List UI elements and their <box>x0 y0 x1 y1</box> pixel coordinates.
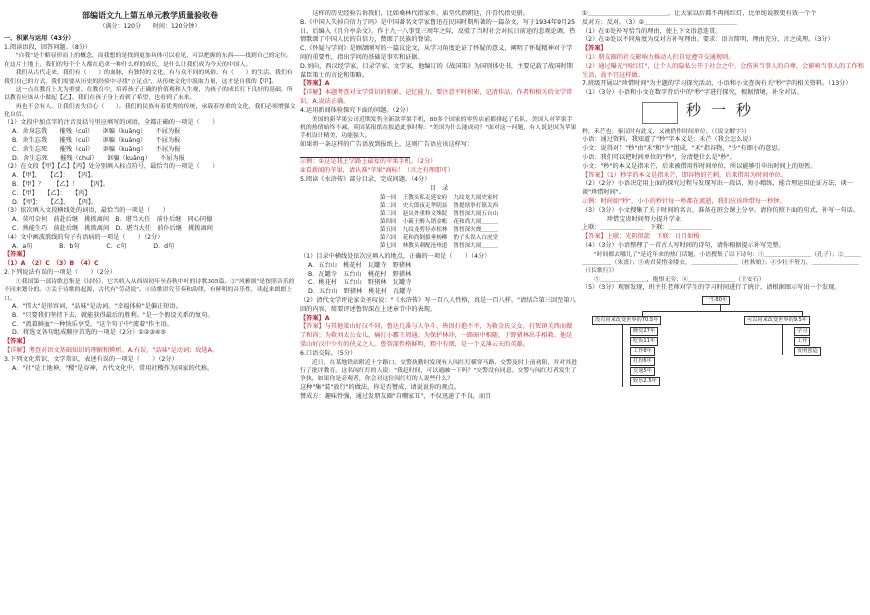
dialog-line: 小语：我们可以把时间单位的"秒"，分清楚什么是"秒"。 <box>582 153 736 161</box>
passage-paragraph: 美国的新苹果公司近期发售全新款苹果手机，80多个国家的零售店前都排起了长队，美国人对苹果手机的热情始终不减。英国某报纸在报道此事时称："美国为什么能成功？"面对这一问题，有人说是因为苹果手机设计精美、功能强大。 <box>300 116 577 140</box>
calligraphy-char: 秒 <box>736 100 752 119</box>
tree-leaf: 交通5年 <box>630 367 655 376</box>
toc-cell: 花和尚倒拔垂杨柳 <box>402 235 448 242</box>
calligraphy-image <box>642 100 866 126</box>
options-row <box>4 243 296 252</box>
toc-cell: 王教头私走延安府 <box>402 195 448 202</box>
poem-paragraph: ⑤＿＿＿＿＿＿＿＿，抱恨无穷；⑥＿＿＿＿＿＿＿＿（王安石） <box>582 276 765 283</box>
option: C．c句 <box>106 242 127 250</box>
question-5b: （2）清代文学评论家金圣叹说："《水浒传》写一百八人性格，真是一百八样。"请结合第三回至第八回的内容，简要评述鲁智深在上述章节中的表现。 <box>300 297 576 313</box>
option: C．【甲】 【乙】： 【丙】 <box>12 189 91 197</box>
couplet-line: 上联：＿＿＿＿＿＿＿ 下联：＿＿＿＿＿＿＿ <box>582 224 712 232</box>
toc-cell: 第七回 <box>379 243 397 250</box>
tree-leaf: 发明创造 <box>794 347 821 356</box>
toc-cell: 第一回 <box>379 195 397 202</box>
toc-heading: 目 录 <box>429 184 449 192</box>
toc-cell: 小霸王醉入销金帐 <box>402 219 448 226</box>
toc-cell: 花和尚大闹＿＿＿ <box>453 219 499 226</box>
option: D．将选文各句组成顺序首选的一项是（2分）①②③④⑤ <box>12 329 166 337</box>
question-5a: （1）目录中横线处依次应填入的地点，正确的一项是（ ）（4分） <box>300 253 491 261</box>
toc-cell: 林教头刺配沧州道 <box>402 243 448 250</box>
question-6d: （2）在②处以不同角度为反对方补写理由。要求：语言简明，理由充分，言之成理。（3分） <box>582 36 834 44</box>
tree-leaf: 学习 <box>794 327 810 336</box>
tree-right-title: 可以用来改变世界的9.5年 <box>744 316 810 325</box>
answer-label: 【答案】 <box>4 251 29 259</box>
poster-heading: 珍惜宝贵时间努力提升学业 <box>582 215 681 223</box>
answer-text: 示例：时间如"秒"，小小的秒针每一秒都在流逝，我们应该珍惜每一秒钟。 <box>582 197 786 205</box>
exam-subtitle: （满分：120分 时间：120分钟） <box>99 23 201 31</box>
option: C．桃花村 五台山 野猪林 瓦罐寺 <box>308 279 412 287</box>
poem-paragraph: "时间都去哪儿了"是近年来的热门话题，小语搜集了以下诗句：①＿＿＿＿＿＿＿＿（孔子）；②＿＿＿＿＿＿＿＿（朱熹）；③劝君莫惜金缕衣，＿＿＿＿＿＿＿＿（杜秋娘）；④少壮不努力，＿＿＿＿＿＿＿＿（《长歌行》） <box>582 251 862 275</box>
toc-cell: 鲁智深火烧＿＿＿ <box>453 227 499 234</box>
question-1c: （3）依次填入文段横线处的词语，最恰当的一项是（ ） <box>4 207 169 215</box>
question-5: 5.阅读《水浒传》部分目录，完成问题。（4分） <box>300 175 431 183</box>
option: B．b句 <box>59 242 80 250</box>
option: A．【甲】， 【乙】： 【丙】。 <box>12 172 97 180</box>
answer-label: 【答案】A <box>300 80 330 88</box>
option: B．【甲】？ 【乙】！ 【丙】。 <box>12 181 110 189</box>
seal-script-glyph <box>642 102 678 124</box>
option: A．"社"是土地神，"稷"是谷神，古代文化中，常用社稷作为国家的代称。 <box>12 364 214 372</box>
answer-text: 【答案】上联：光阴似箭 下联：日月如梭 <box>582 233 700 241</box>
answer-explanation: 【答案】与其他梁山好汉不同，鲁达几番与人争斗，皆因打抱不平，为救金氏父女，打死镇关西而做了和尚；为救刘太公女儿，痛打小霸王周通；为保护林冲，一路暗中相随，于野猪林出手相救。他是梁山好汉中少有的侠义之人。鲁智深性格鲜明，粗中有细，是一个义薄云天的英雄。 <box>300 323 573 348</box>
option-paragraph: C.《怀疑与学问》是顾颉刚写的一篇议论文，从学习角度论证了怀疑的意义，阐明了怀疑精神对于学问的重要性，指出学问的基础是事实和证据。 <box>300 45 573 61</box>
answer-label: 【答案】 <box>582 45 607 53</box>
passage-paragraph: 近日，在某地铁站附近十字路口，交警执勤时发现有人闯红灯横穿马路，交警及时上前劝阻，并对其进行了批评教育。这名闯红灯的人说："我赶时间，可以通融一下吗？"交警没有同意。交警与闯红灯者发生了争执，如果你是旁观者，你会对这位闯红灯的人说些什么？ <box>300 359 577 383</box>
option: B．瓦罐寺 五台山 桃花村 野猪林 <box>308 270 412 278</box>
calligraphy-char: 秒 <box>686 100 702 119</box>
question-1d: （4）文中画波浪线的句子有语病的一项是（ ）（2分） <box>4 233 164 241</box>
option: A．舍身忘我 摧残（cuī） 诓骗（kuāng） 不屈为报 <box>12 128 181 136</box>
column-left <box>4 10 296 610</box>
passage-paragraph: 再也不会有人，让我们丧失信心（ ）。我们的民族有着优秀的传统，承载着厚重的文化，我们必须增强文化自信。 <box>4 103 296 119</box>
question-4a <box>300 141 578 159</box>
calligraphy-char: 一 <box>711 100 727 119</box>
connector <box>782 325 783 355</box>
tree-leaf: 吃饭11年 <box>630 337 658 346</box>
toc-cell: 第二回 <box>379 203 397 210</box>
answer-text: （2）通过曝光"闯红灯"，让个人的隐私公开于社会之中，会伤害当事人的自尊，会影响当事人的工作和生活，故不宜这样做。 <box>582 62 864 79</box>
toc-row <box>377 235 501 243</box>
passage-paragraph: ①我国第一部诗歌总集是《诗经》，它共收入从西周初年至春秋中叶的诗歌305篇。②"风雅颂"是按照音乐的不同来划分的。③关于诗歌的起源，古代有"劳动说"。④诗歌讲究节奏和韵律，有鲜明的音乐性，读起来朗朗上口。 <box>4 278 295 302</box>
question-7a: （1）（3分）小语和小文在数字背后中的"秒"字进行探究，根据情境，补全对话。 <box>582 89 803 97</box>
answer-label: 【答案】A <box>300 314 330 322</box>
answer-explanation: 【详解】考查对语文基础知识的理解和辨析。A.有误，"品味"是动词；故选A。 <box>4 346 219 354</box>
question-6: 6.口语交际。（5分） <box>300 349 357 357</box>
tree-leaf: 工作 <box>794 337 810 346</box>
answer-text: （1）朋友圈的社交影响力推动人们自觉遵守交通规则。 <box>582 53 735 61</box>
toc-cell: 史大郎夜走华阴县 <box>402 203 448 210</box>
connector <box>642 311 802 312</box>
question-1b: （2）在文段【甲】【乙】【丙】处分别填入标点符号，最恰当的一项是（ ） <box>4 163 219 171</box>
quote-text: 秒，禾芒也。秦汉时有此义，又被借作时间单位。（《说文解字》） <box>582 128 750 135</box>
answer-text: ②看新闻的苹果，请认准"苹果"商标！（言之有理即可） <box>300 167 454 175</box>
toc-cell: 鲁提辖拳打镇关西 <box>453 203 499 210</box>
dialog-line: 小文："秒"的本义是指禾芒，后来被借用作时间单位，所以能够引申出时间上的短暂。 <box>582 162 817 170</box>
dialog-line: 小文：说得对！"秒"由"禾"和"少"组成，"禾"指谷物，"少"有细小的意思。 <box>582 145 784 153</box>
option: A．"伟大"是形容词，"品味"是动词，"幸福体验"是偏正短语。 <box>12 302 182 310</box>
time-distribution-diagram <box>582 296 866 396</box>
tree-leaf: 打扮6年 <box>630 357 655 366</box>
toc-cell: 九纹龙大闹史家村 <box>453 195 499 202</box>
option: D．【甲】； 【乙】， 【丙】。 <box>12 198 98 206</box>
connector <box>622 325 623 387</box>
toc-cell: 第五回 <box>379 227 397 234</box>
exam-title: 部编语文九上第五单元教学质量验收卷 <box>82 11 218 20</box>
option: D．五台山 野猪林 桃花村 瓦罐寺 <box>308 288 412 296</box>
tree-root: 一生80年 <box>702 296 730 305</box>
question-6c: （1）在①处补写恰当的理由，使上下文语意连贯。 <box>582 27 722 35</box>
toc-cell: 第三回 <box>379 211 397 218</box>
question-4: 4.运用新闻体验探究下面的问题。（2分） <box>300 106 412 114</box>
question-1a: （1）文段中加点字的注音及括号里应填写的词语，全都正确的一项是（ ） <box>4 119 219 127</box>
question-7d: （4）（3分）小语整理了一首古人写时间的诗句，请你根据提示补写完整。 <box>582 241 785 249</box>
toc-cell: 鲁智深大闹五台山 <box>453 211 499 218</box>
toc-table <box>377 195 501 251</box>
question-6a: 这种"集"装"放行"的做法，你是否赞成，请说说你的观点。 <box>300 383 460 391</box>
dialog-line: 小语：通过资料，我知道了"秒"字本义是：禾芒（我会怎么说） <box>582 136 755 144</box>
answer-text: 示例：①这是我上学路上最爱的苹果手机。（2分） <box>300 158 437 166</box>
option-paragraph: D.刘向，西汉经学家、目录学家、文学家，他编订的《战国策》为国别体史书，主要记载了战国时期谋臣策士的言论和策略。 <box>300 62 573 79</box>
passage-paragraph: 我们从古代走来，我们有（ ）的血脉，有独特的文化，有与众不同的风俗、有（ ）的生活。我们有我们自己的方式，我们需要从历史的经验中寻找"立足点"，从传统文化中汲取力量，这才是自我的【甲】。 <box>4 70 293 85</box>
section-heading: 一、积累与运用（43分） <box>4 34 75 42</box>
option: C．"流着鲜血"一种快乐享受。"这个句子中"流着"作主语。 <box>12 320 173 328</box>
toc-cell: 豹子头误入白虎堂 <box>453 235 499 242</box>
option: A．a句 <box>12 242 33 250</box>
question-7: 7.班级开展以"珍惜时间"为主题的学习探究活动，小语和小文查询有关"秒"字的相关资料。（13分） <box>582 80 852 88</box>
toc-cell: 九纹龙剪径赤松林 <box>402 227 448 234</box>
toc-row <box>377 227 501 235</box>
column-middle <box>300 10 578 610</box>
fill-line: 反对方：反对。（3）②＿＿＿＿＿＿＿＿＿＿＿＿＿＿＿ <box>582 18 737 26</box>
option: B．"只要我们坚持下去，就能获得最后的胜利。"是一个假设关系的复句。 <box>12 311 214 319</box>
question-7b: （2）（2分）小语决定用上面的探究过程与发现写出一段话，短小精练，能合理运用论证方法，谈一谈"珍惜时间"。 <box>582 180 853 197</box>
toc-cell: 鲁智深大闹＿＿＿ <box>453 243 499 250</box>
toc-cell: 第六回 <box>379 235 397 242</box>
question-6b: 赞成方：趣味性强，通过发朋友圈"自嘲家丑"，不仅迅速了不良，而且 <box>300 392 492 400</box>
tree-leaf: 睡觉27年 <box>630 327 658 336</box>
question-3: 3.下列文化常识、文学常识，表述有误的一项是（ ）（2分） <box>4 355 178 363</box>
option: C．熟能生巧 前赴后继 挑拨离间 D．堪当大任 前仆后继 挑拨离间 <box>12 225 213 233</box>
question-1: 1.阅读语段，回答问题。（8分） <box>4 43 92 51</box>
answer-text: （1）A （2）C （3）B （4）C <box>4 260 99 268</box>
passage-paragraph: 这一点在教育上尤为重要。在教育中，培养孩子正确的价值观和人生观，为孩子的成长打下良好的基础，所以教育应该从小做起【乙】。我们在孩子身上看到了希望，也看到了未来。 <box>4 86 293 102</box>
prompt-text: 如果将一条这样的广告语放到报纸上，这则广告语应该这样写： <box>300 140 474 148</box>
tree-left-title: 没有用来改变世界的70.5年 <box>592 316 661 325</box>
question-2: 2.下列说法有误的一项是（ ）（2分） <box>4 269 116 277</box>
option: C．舍生忘死 摧残（cuī） 诓骗（kuāng） 不屈为报 <box>12 145 181 153</box>
option: B．舍生忘我 摧残（cuī） 诓骗（kuāng） 不屈为报 <box>12 137 181 145</box>
option: A．五台山 桃花村 瓦罐寺 野猪林 <box>308 261 412 269</box>
tree-leaf: 工作8年 <box>630 347 655 356</box>
column-right <box>582 10 866 610</box>
question-7e: （5）（3分）观察发现，班主任老师对学生的学习时间进行了统计，请根据图示写出一个发现。 <box>582 284 841 292</box>
toc-row <box>377 243 501 251</box>
tree-leaf: 娱乐2.5年 <box>630 377 660 386</box>
answer-explanation: 【详解】本题考查对文学常识的积累、记忆能力。要注意平时积累，记清作品、作者和相关的文学常识。A.说法正确。 <box>300 89 573 105</box>
answer-text: 【答案】（1）秒字的本义是指禾芒，即谷物的芒刺，后来借用为时间单位。 <box>582 171 788 179</box>
toc-cell: 第四回 <box>379 219 397 226</box>
question-7c: （3）（3分）小文搜集了关于时间的名言，准备在班会课上分享。请你仿照下面的句式，补写一句话。 <box>582 206 860 214</box>
option: D．舍生忘死 摧残（chuī） 诓骗（kuāng） 不屈为报 <box>12 154 185 162</box>
option-paragraph: 这样的历史经验告诉我们，比如桑林代指家乡，庙堂代指朝廷，汗青代指史册。 <box>300 10 529 17</box>
fill-line: ①＿＿＿＿＿＿＿＿＿＿＿＿＿，让大家以后都不再闯红灯，比单纯说教更有效一个个 <box>582 10 817 17</box>
answer-label: 【答案】 <box>4 338 29 346</box>
toc-cell: 赵员外重修文殊院 <box>402 211 448 218</box>
option: D．d句 <box>153 242 175 250</box>
passage-paragraph: "自我"是个略显形而上的概念，而我想的是找到更加具体可以看见、可以把握的东西——找到自己的定位。在这片土地上，我们的每个个人都在追求一种什么样的成长，是什么让我们成为今天的中国人。 <box>4 53 293 68</box>
option-paragraph: B.《中国人失掉自信力了吗》是中国著名文学家鲁迅在民国时期所著的一篇杂文，写于1934年9月25日，后编入《且介亭杂文》。作于九一八事变三周年之际，反驳了当时社会对抗日前途的悲观论调，热情歌颂了中国人民的自信力，赞颂了民族的脊梁。 <box>300 18 576 44</box>
option: A．莫可奈何 前赴后继 挑拨离间 B．堪当大任 前仆后继 同心同德 <box>12 216 213 224</box>
